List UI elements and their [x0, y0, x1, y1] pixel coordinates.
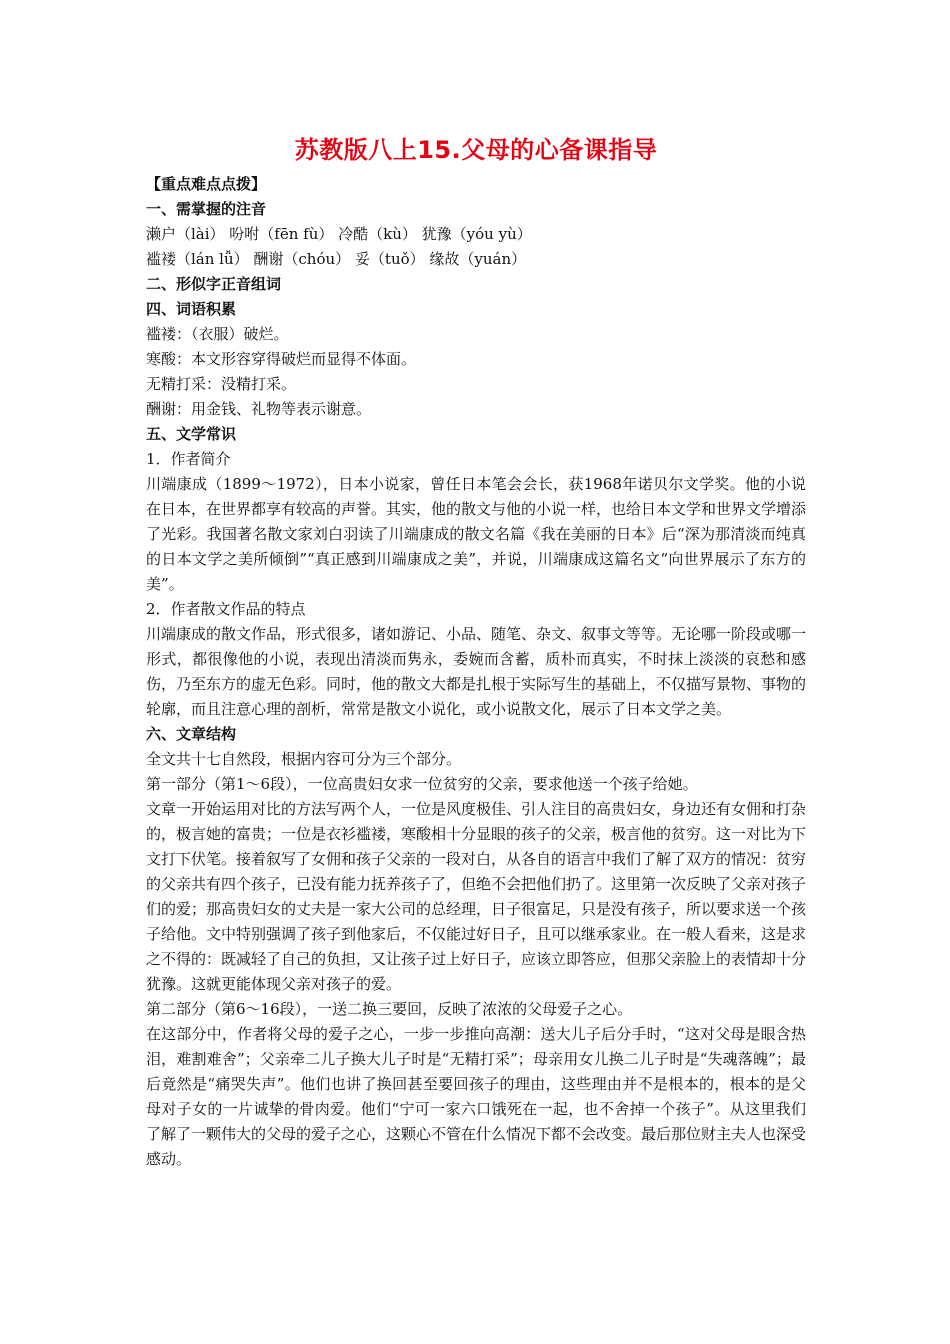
part-two-paragraph: 在这部分中，作者将父母的爱子之心，一步一步推向高潮：送大儿子后分手时，“这对父母是眼含热泪，难割难舍”；父亲牵二儿子换大儿子时是“无精打采”；母亲用女儿换二儿子时是“失魂落魄”；最后竟然是“痛哭失声”。他们也讲了换回甚至要回孩子的理由，这些理由并不是根本的，根本的是父母对子女的一片诚挚的骨肉爱。他们“宁可一家六口饿死在一起，也不舍掉一个孩子”。从这里我们了解了一颗伟大的父母的爱子之心，这颗心不管在什么情况下都不会改变。最后那位财主夫人也深受感动。 — [146, 1025, 807, 1168]
section-literature-heading: 五、文学常识 — [146, 425, 237, 443]
author-intro-paragraph: 川端康成（1899～1972），日本小说家，曾任日本笔会会长，获1968年诺贝尔文学奖。他的小说在日本，在世界都享有较高的声誉。其实，他的散文与他的小说一样，也给日本文学和世界文学增添了光彩。我国著名散文家刘白羽读了川端康成的散文名篇《我在美丽的日本》后“深为那清淡而纯真的日本文学之美所倾倒”“真正感到川端康成之美”，并说，川端康成这篇名文“向世界展示了东方的美”。 — [146, 475, 807, 593]
section-similar-characters-heading: 二、形似字正音组词 — [146, 275, 282, 293]
section-pronunciation-heading: 一、需掌握的注音 — [146, 200, 267, 218]
pronunciation-line: 褴褛（lán lǚ） 酬谢（chóu） 妥（tuǒ） 缘故（yuán） — [146, 250, 527, 268]
key-points-heading: 【重点难点点拨】 — [146, 175, 267, 193]
vocabulary-item: 褴褛：（衣服）破烂。 — [146, 325, 289, 343]
document-page — [146, 130, 806, 1172]
document-title: 苏教版八上15.父母的心备课指导 — [294, 136, 658, 164]
pronunciation-line: 濑户（lài） 吩咐（fēn fù） 冷酷（kù） 犹豫（yóu yù） — [146, 225, 532, 243]
section-structure-heading: 六、文章结构 — [146, 725, 237, 743]
author-intro-subheading: 1．作者简介 — [146, 450, 231, 468]
vocabulary-item: 酬谢：用金钱、礼物等表示谢意。 — [146, 400, 372, 418]
vocabulary-item: 无精打采：没精打采。 — [146, 375, 297, 393]
prose-features-subheading: 2．作者散文作品的特点 — [146, 600, 306, 618]
vocabulary-item: 寒酸：本文形容穿得破烂而显得不体面。 — [146, 350, 417, 368]
part-one-paragraph: 文章一开始运用对比的方法写两个人，一位是风度极佳、引人注目的高贵妇女，身边还有女佣和打杂的，极言她的富贵；一位是衣衫褴褛，寒酸相十分显眼的孩子的父亲，极言他的贫穷。这一对比为下文打下伏笔。接着叙写了女佣和孩子父亲的一段对白，从各自的语言中我们了解了双方的情况：贫穷的父亲共有四个孩子，已没有能力抚养孩子了，但绝不会把他们扔了。这里第一次反映了父亲对孩子们的爱；那高贵妇女的丈夫是一家大公司的总经理，日子很富足，只是没有孩子，所以要求送一个孩子给他。文中特别强调了孩子到他家后，不仅能过好日子，且可以继承家业。在一般人看来，这是求之不得的：既减轻了自己的负担，又让孩子过上好日子，应该立即答应，但那父亲脸上的表情却十分犹豫。这就更能体现父亲对孩子的爱。 — [146, 800, 807, 993]
section-vocabulary-heading: 四、词语积累 — [146, 300, 237, 318]
part-two-summary: 第二部分（第6～16段），一送二换三要回，反映了浓浓的父母爱子之心。 — [146, 1000, 633, 1018]
part-one-summary: 第一部分（第1～6段），一位高贵妇女求一位贫穷的父亲，要求他送一个孩子给她。 — [146, 775, 698, 793]
prose-features-paragraph: 川端康成的散文作品，形式很多，诸如游记、小品、随笔、杂文、叙事文等等。无论哪一阶段或哪一形式，都很像他的小说，表现出清淡而隽永，委婉而含蓄，质朴而真实，不时抹上淡淡的哀愁和感伤，乃至东方的虚无色彩。同时，他的散文大都是扎根于实际写生的基础上，不仅描写景物、事物的轮廓，而且注意心理的剖析，常常是散文小说化，或小说散文化，展示了日本文学之美。 — [146, 625, 807, 718]
structure-intro: 全文共十七自然段，根据内容可分为三个部分。 — [146, 750, 462, 768]
